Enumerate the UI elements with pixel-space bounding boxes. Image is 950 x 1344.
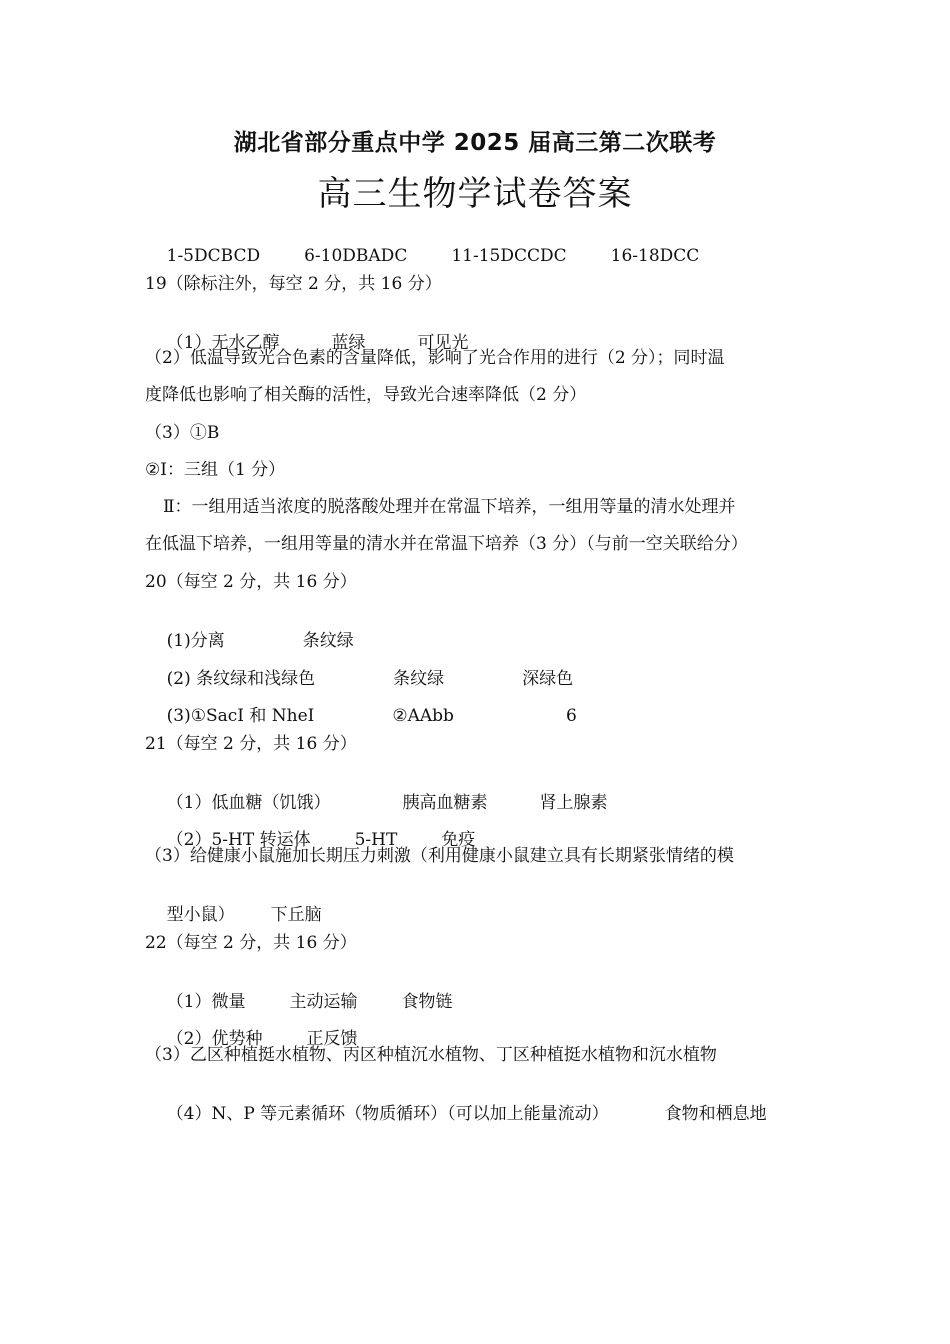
q22-1-blank-2: 主动运输 [289,992,358,1012]
q20-3-blank-2: ②AAbb [392,706,454,726]
q21-3-blank-2: 下丘脑 [270,905,322,925]
q21-1-blank-3: 肾上腺素 [539,793,608,813]
choice-answer-16-18: 16-18DCC [610,246,700,266]
q20-3-blank-3: 6 [565,706,577,726]
q20-2-blank-3: 深绿色 [522,669,574,689]
q22-answer-4 [145,1081,767,1147]
q21-2-blank-1: （2）5-HT 转运体 [166,830,311,850]
q20-2-blank-2: 条纹绿 [393,669,445,689]
q22-2-blank-2: 正反馈 [306,1029,358,1049]
q22-answer-3: （3）乙区种植挺水植物、丙区种植沉水植物、丁区种植挺水植物和沉水植物 [145,1045,717,1065]
q20-2-blank-1: (2) 条纹绿和浅绿色 [166,669,316,689]
q20-heading: 20（每空 2 分，共 16 分） [145,572,357,592]
q21-answer-3-line-1: （3）给健康小鼠施加长期压力刺激（利用健康小鼠建立具有长期紧张情绪的模 [145,846,734,866]
q22-4-blank-1: （4）N、P 等元素循环（物质循环）（可以加上能量流动） [166,1104,609,1124]
q21-heading: 21（每空 2 分，共 16 分） [145,734,357,754]
choice-answer-6-10: 6-10DBADC [304,246,408,266]
q21-2-blank-3: 免疫 [441,830,476,850]
q22-1-blank-3: 食物链 [401,992,453,1012]
q20-3-blank-1: (3)①SacI 和 NheI [166,706,315,726]
choice-answer-1-5: 1-5DCBCD [166,246,261,266]
q22-heading: 22（每空 2 分，共 16 分） [145,933,357,953]
q19-answer-3-part-ii-line-1: Ⅱ：一组用适当浓度的脱落酸处理并在常温下培养，一组用等量的清水处理并 [163,497,736,517]
q22-4-blank-2: 食物和栖息地 [664,1104,767,1124]
q19-answer-2-line-2: 度降低也影响了相关酶的活性，导致光合速率降低（2 分） [145,385,587,405]
q22-1-blank-1: （1）微量 [166,992,246,1012]
exam-title: 湖北省部分重点中学 2025 届高三第二次联考 [233,130,717,156]
q19-answer-2-line-1: （2）低温导致光合色素的含量降低，影响了光合作用的进行（2 分）；同时温 [145,348,725,368]
q19-1-blank-3: 可见光 [417,333,469,353]
answer-key-title: 高三生物学试卷答案 [317,174,633,214]
q21-3-blank-1: 型小鼠） [166,905,235,925]
q20-1-blank-1: (1)分离 [166,631,225,651]
choice-answer-11-15: 11-15DCCDC [451,246,567,266]
q22-2-blank-1: （2）优势种 [166,1029,263,1049]
q19-answer-3: （3）①B [145,423,220,443]
q19-1-blank-2: 蓝绿 [331,333,366,353]
q21-1-blank-1: （1）低血糖（饥饿） [166,793,331,813]
q19-heading: 19（除标注外，每空 2 分，共 16 分） [145,274,442,294]
q21-2-blank-2: 5-HT [354,830,398,850]
q19-1-blank-1: （1）无水乙醇 [166,333,280,353]
q20-1-blank-2: 条纹绿 [302,631,354,651]
q21-1-blank-2: 胰高血糖素 [402,793,488,813]
q19-answer-3-part-2: ②Ⅰ：三组（1 分） [145,460,286,480]
q19-answer-3-part-ii-line-2: 在低温下培养，一组用等量的清水并在常温下培养（3 分）（与前一空关联给分） [145,534,748,554]
